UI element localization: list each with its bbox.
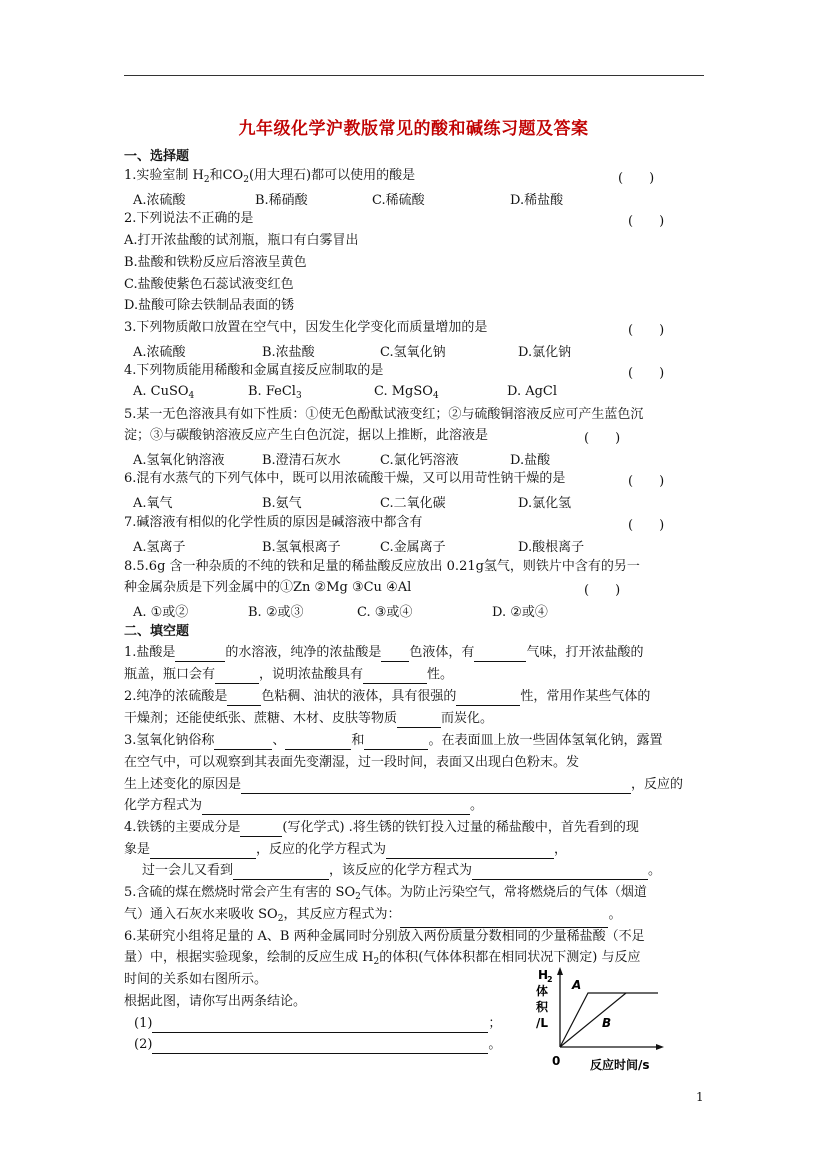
option-b: B.氢氧根离子 [262, 540, 341, 555]
y-label-sub: 2 [547, 975, 553, 984]
y-label-h: H [538, 968, 549, 982]
option-d: D.酸根离子 [518, 540, 585, 555]
answer-paren: ( ) [628, 474, 665, 489]
section-fill-heading: 二、填空题 [124, 624, 190, 639]
answer-paren: ( ) [628, 518, 665, 533]
option-c: C.金属离子 [380, 540, 446, 555]
fill-3-line-1: 3.氢氧化钠俗称 、 和 。在表面皿上放一些固体氢氧化钠，露置 [124, 733, 663, 748]
blank[interactable] [456, 691, 520, 706]
blank[interactable] [241, 779, 631, 794]
fill-5-line-2: 气）通入石灰水来吸收 $SO_2$，其反应方程式为： 。 [124, 906, 621, 928]
y-label-3: /L [536, 1016, 549, 1030]
fill-5-line-1: 5.含硫的煤在燃烧时常会产生有害的 $SO_2$气体。为防止污染空气，常将燃烧后的气体（烟道 [124, 885, 647, 902]
fill-2-line-1: 2.纯净的浓硫酸是 色粘稠、油状的液体，具有很强的 性，常用作某些气体的 [124, 689, 651, 704]
fill-3-line-4: 化学方程式为 。 [124, 798, 484, 813]
line-a-label: A [572, 978, 582, 992]
blank[interactable] [175, 647, 225, 662]
section-choice-heading: 一、选择题 [124, 149, 190, 164]
question-3: 3.下列物质敞口放置在空气中，因发生化学变化而质量增加的是 [124, 320, 488, 335]
answer-paren: ( ) [628, 214, 665, 229]
option-d: D.氯化钠 [518, 345, 572, 360]
answer-paren: ( ) [584, 583, 621, 598]
blank[interactable] [474, 647, 526, 662]
blank[interactable] [363, 669, 427, 684]
blank[interactable] [214, 735, 272, 750]
option-b: B.稀硝酸 [255, 193, 308, 208]
line-b [560, 993, 626, 1047]
option-d: D.氯化氢 [518, 496, 572, 511]
option-c: C. ③或④ [357, 605, 413, 620]
x-axis-arrow [656, 1044, 664, 1050]
conclusion-1: (1) ； [134, 1016, 502, 1031]
option-c: C. MgSO$_4$ [374, 384, 439, 401]
answer-paren: ( ) [584, 431, 621, 446]
h2-volume-time-graph [530, 965, 670, 1075]
fill-4-line-1: 4.铁锈的主要成分是 (写化学式) .将生锈的铁钉投入过量的稀盐酸中，首先看到的现 [124, 820, 639, 835]
blank[interactable] [202, 800, 470, 815]
header-rule [124, 75, 704, 76]
y-label-1: 体 [536, 984, 549, 998]
option-c: C.盐酸使紫色石蕊试液变红色 [124, 277, 294, 292]
option-b: B. FeCl$_3$ [248, 384, 302, 401]
option-b: B.澄清石灰水 [262, 453, 341, 468]
option-c: C.氢氧化钠 [380, 345, 446, 360]
y-axis-arrow [557, 967, 563, 975]
blank[interactable] [397, 713, 441, 728]
option-c: C.二氧化碳 [380, 496, 446, 511]
blank[interactable] [285, 735, 351, 750]
question-7: 7.碱溶液有相似的化学性质的原因是碱溶液中都含有 [124, 515, 423, 530]
blank[interactable] [240, 822, 282, 837]
blank[interactable] [227, 691, 261, 706]
fill-3-line-3: 生上述变化的原因是 ，反应的 [124, 777, 684, 792]
fill-6-line-4: 根据此图，请你写出两条结论。 [124, 994, 307, 1009]
y-label-2: 积 [536, 1000, 549, 1014]
option-b: B. ②或③ [248, 605, 304, 620]
blank[interactable] [364, 735, 428, 750]
page-title: 九年级化学沪教版常见的酸和碱练习题及答案 [238, 119, 589, 139]
option-d: D.盐酸可除去铁制品表面的锈 [124, 298, 295, 313]
fill-6-line-2: 量）中，根据实验现象，绘制的反应生成 $H_2$的体积(气体体积都在相同状况下测定) 与反应 [124, 950, 641, 967]
option-a: A.氢离子 [133, 540, 186, 555]
question-8-line-1: 8.5.6g 含一种杂质的不纯的铁和足量的稀盐酸反应放出 0.21g氢气，则铁片中含有的另一 [124, 559, 640, 574]
option-a: A.打开浓盐酸的试剂瓶，瓶口有白雾冒出 [124, 233, 359, 248]
question-5-line-2: 淀；③与碳酸钠溶液反应产生白色沉淀，据以上推断，此溶液是 [124, 428, 489, 443]
option-b: B.浓盐酸 [262, 345, 315, 360]
option-a: A. ①或② [133, 605, 189, 620]
question-8-line-2: 种金属杂质是下列金属中的①Zn ②Mg ③Cu ④Al [124, 580, 412, 595]
fill-3-line-2: 在空气中，可以观察到其表面先变潮湿，过一段时间，表面又出现白色粉末。发 [124, 755, 580, 770]
origin-label: 0 [552, 1054, 561, 1068]
question-4: 4.下列物质能用稀酸和金属直接反应制取的是 [124, 363, 384, 378]
question-2: 2.下列说法不正确的是 [124, 211, 254, 226]
blank[interactable] [400, 913, 608, 928]
blank[interactable] [152, 1018, 488, 1033]
option-a: A. CuSO$_4$ [133, 384, 195, 401]
option-a: A.浓硫酸 [133, 345, 186, 360]
fill-6-line-1: 6.某研究小组将足量的 A、B 两种金属同时分别放入两份质量分数相同的少量稀盐酸（不足 [124, 929, 645, 944]
option-c: C.氯化钙溶液 [380, 453, 459, 468]
question-5-line-1: 5.某一无色溶液具有如下性质：①使无色酚酞试液变红；②与硫酸铜溶液反应可产生蓝色沉 [124, 407, 644, 422]
x-axis-label: 反应时间/s [590, 1058, 650, 1072]
blank[interactable] [215, 669, 259, 684]
fill-1-line-1: 1.盐酸是 的水溶液，纯净的浓盐酸是 色液体，有 气味，打开浓盐酸的 [124, 645, 644, 660]
page-number: 1 [696, 1090, 704, 1104]
option-a: A.浓硫酸 [133, 193, 186, 208]
answer-paren: ( ) [628, 323, 665, 338]
answer-paren: ( ) [628, 366, 665, 381]
blank[interactable] [472, 865, 648, 880]
option-b: B.氨气 [262, 496, 302, 511]
question-6: 6.混有水蒸气的下列气体中，既可以用浓硫酸干燥，又可以用苛性钠干燥的是 [124, 471, 566, 486]
conclusion-2: (2) 。 [134, 1037, 502, 1052]
blank[interactable] [233, 865, 329, 880]
blank[interactable] [381, 647, 409, 662]
option-b: B.盐酸和铁粉反应后溶液呈黄色 [124, 255, 307, 270]
fill-2-line-2: 干燥剂；还能使纸张、蔗糖、木材、皮肤等物质 而炭化。 [124, 711, 494, 726]
option-d: D. ②或④ [492, 605, 548, 620]
blank[interactable] [152, 1039, 488, 1054]
fill-4-line-3: 过一会儿又看到 ，该反应的化学方程式为 。 [142, 863, 662, 878]
fill-4-line-2: 象是 ，反应的化学方程式为 ， [124, 842, 568, 857]
option-a: A.氧气 [133, 496, 173, 511]
blank[interactable] [150, 844, 256, 859]
fill-1-line-2: 瓶盖，瓶口会有 ，说明浓盐酸具有 性。 [124, 667, 454, 682]
option-a: A.氢氧化钠溶液 [133, 453, 225, 468]
option-d: D.稀盐酸 [510, 193, 564, 208]
question-1: 1.实验室制 $H_2$和$CO_2$(用大理石)都可以使用的酸是 [124, 168, 416, 185]
option-d: D. AgCl [507, 384, 558, 399]
option-d: D.盐酸 [510, 453, 551, 468]
option-c: C.稀硫酸 [372, 193, 425, 208]
line-b-label: B [602, 1016, 612, 1030]
answer-paren: ( ) [618, 171, 655, 186]
blank[interactable] [386, 844, 554, 859]
fill-6-line-3: 时间的关系如右图所示。 [124, 972, 268, 987]
